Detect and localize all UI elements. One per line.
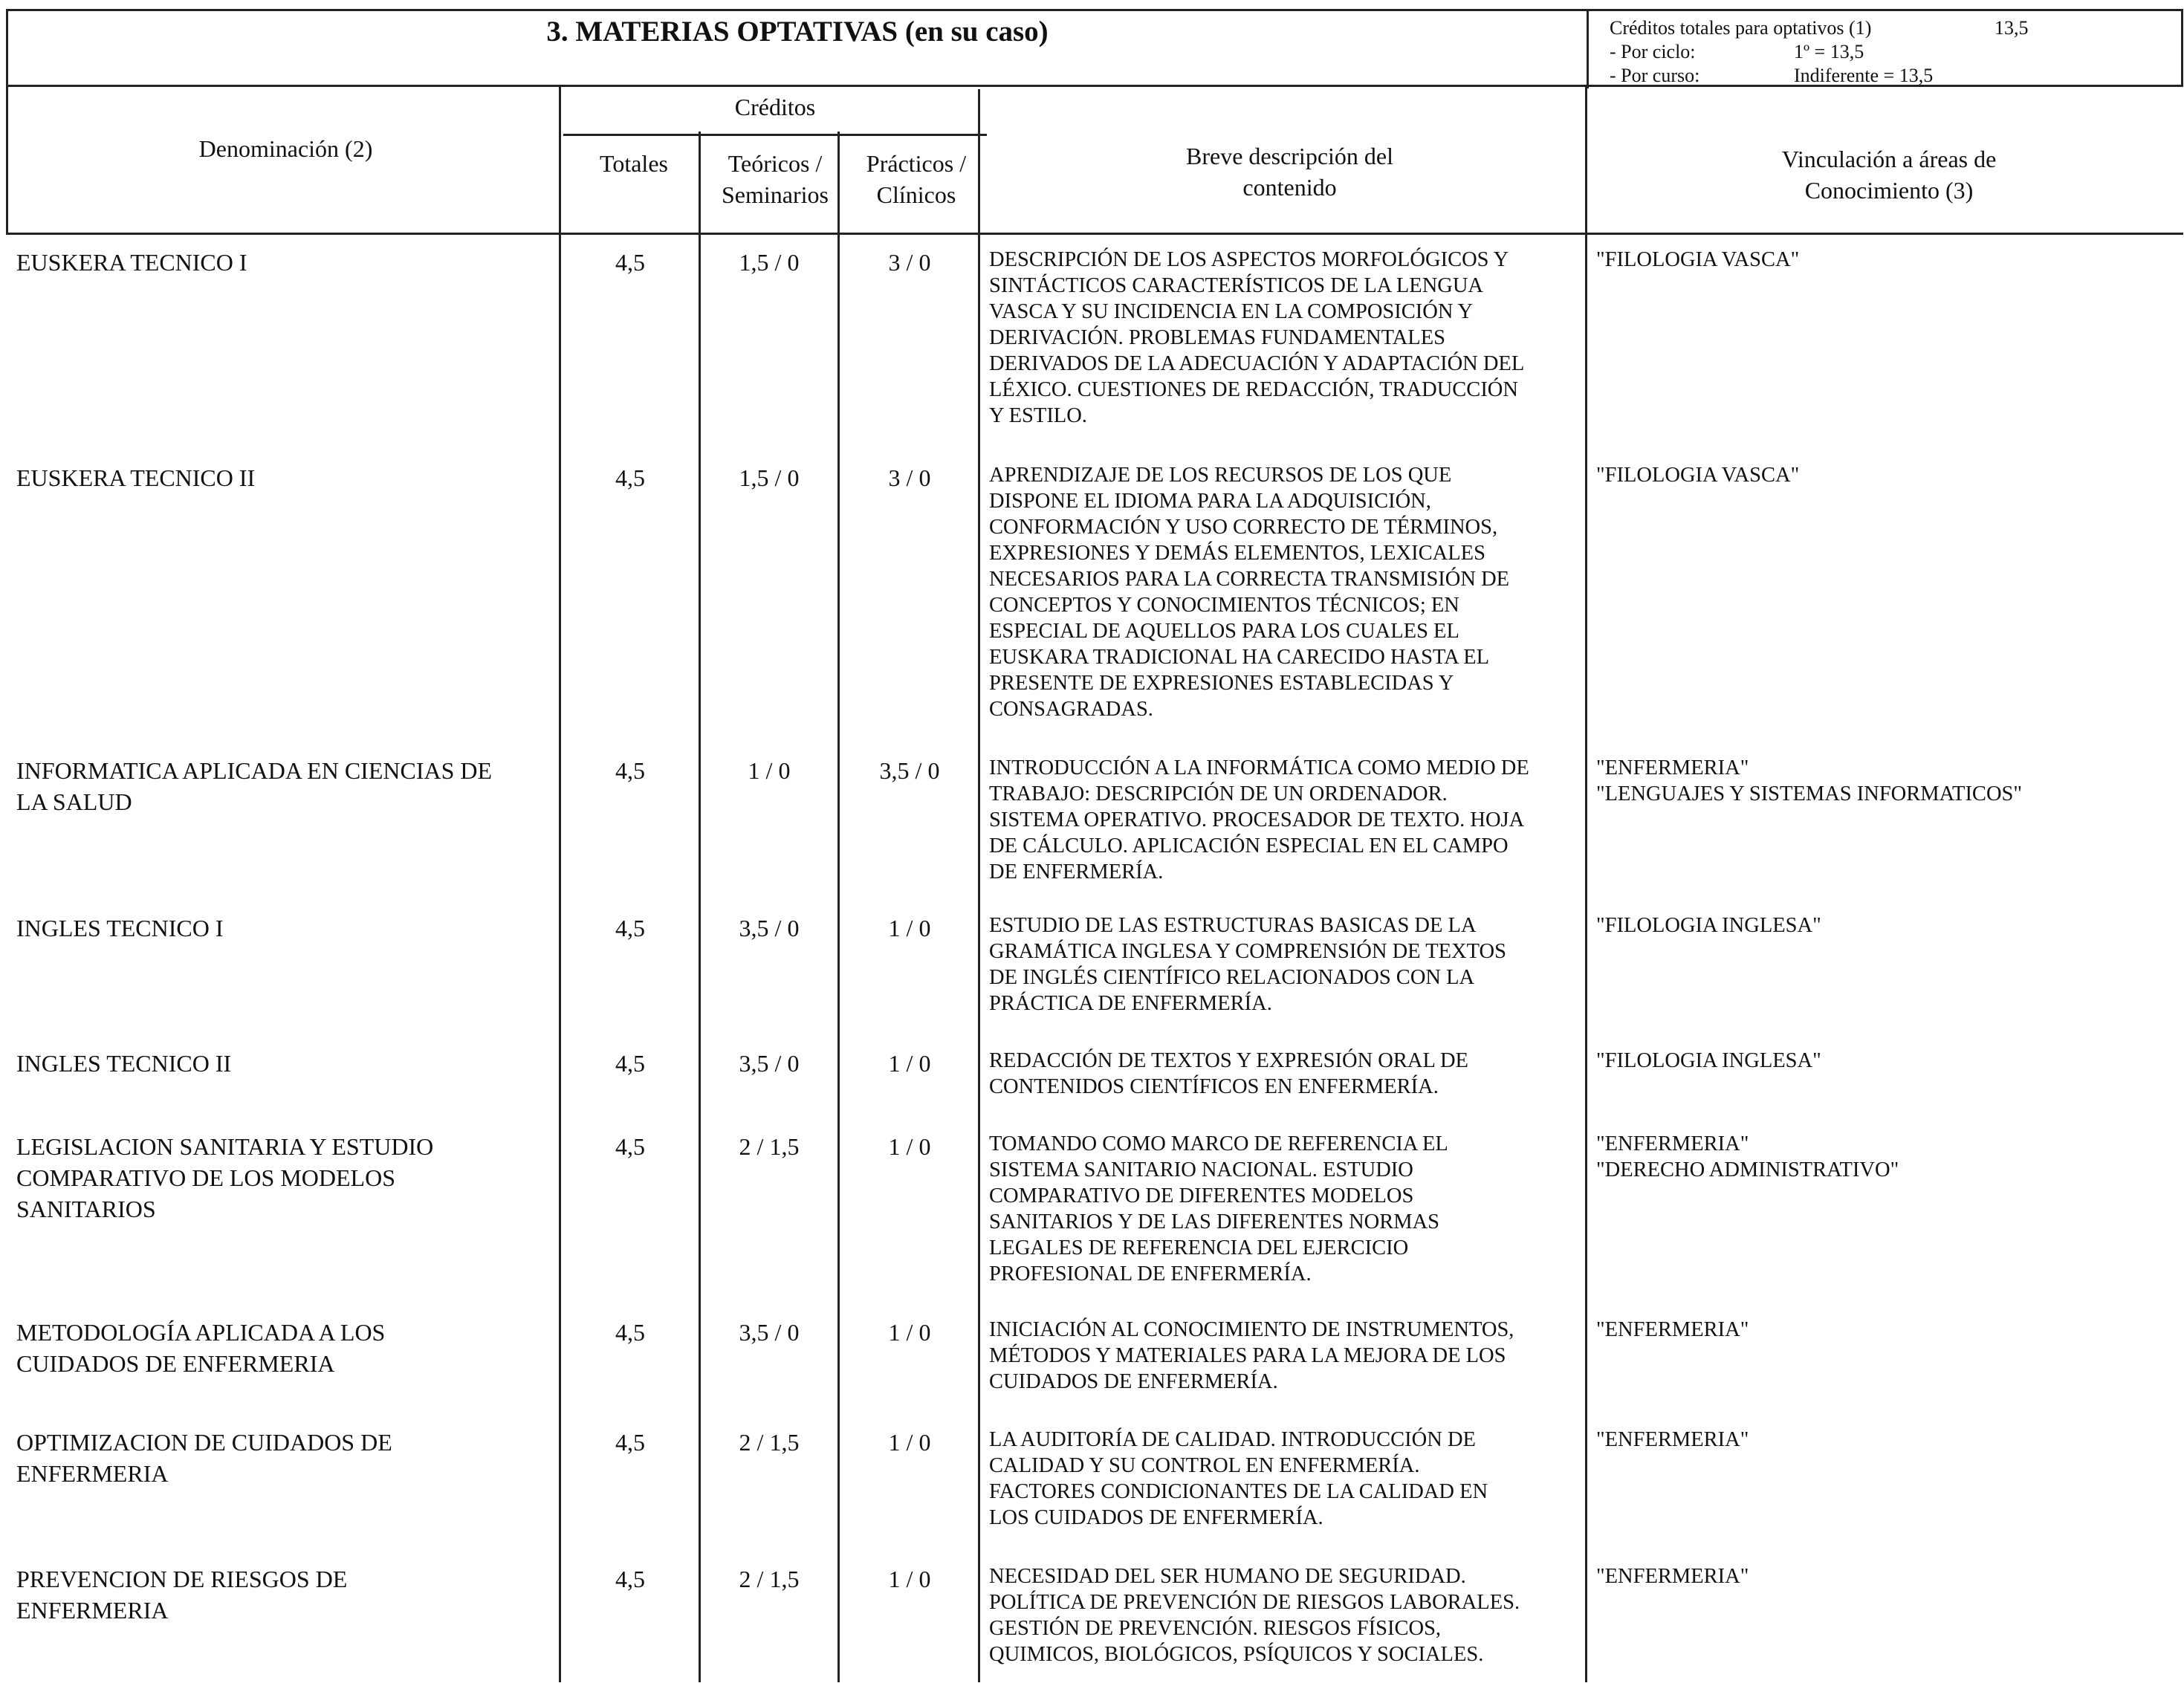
content-description-line: PRÁCTICA DE ENFERMERÍA. <box>989 992 1272 1015</box>
subject-name <box>16 462 551 493</box>
credits-totales: 4,5 <box>615 757 645 784</box>
credits-teoricos: 1,5 / 0 <box>739 464 800 491</box>
subject-name-line: INGLES TECNICO I <box>16 915 224 941</box>
content-description-line: DESCRIPCIÓN DE LOS ASPECTOS MORFOLÓGICOS Y <box>989 248 1509 271</box>
subject-name-line: INGLES TECNICO II <box>16 1050 232 1077</box>
knowledge-area-line: "LENGUAJES Y SISTEMAS INFORMATICOS" <box>1596 782 2023 805</box>
content-description-line: PRESENTE DE EXPRESIONES ESTABLECIDAS Y <box>989 672 1454 695</box>
content-description-line: PROFESIONAL DE ENFERMERÍA. <box>989 1262 1312 1285</box>
content-description-line: NECESARIOS PARA LA CORRECTA TRANSMISIÓN DE <box>989 568 1510 591</box>
knowledge-area <box>1596 247 2176 273</box>
subject-name <box>16 1131 551 1225</box>
col-denominacion: Denominación (2) <box>198 135 373 162</box>
content-description-line: CALIDAD Y SU CONTROL EN ENFERMERÍA. <box>989 1454 1420 1477</box>
credits-practicos: 1 / 0 <box>888 1050 931 1077</box>
content-description-line: REDACCIÓN DE TEXTOS Y EXPRESIÓN ORAL DE <box>989 1049 1468 1072</box>
col-descripcion-line1: Breve descripción del <box>1186 143 1393 169</box>
rule-after-teoricos <box>837 132 840 1682</box>
knowledge-area <box>1596 1427 2176 1453</box>
subject-name-line: SANITARIOS <box>16 1196 156 1222</box>
subject-name-line: LA SALUD <box>16 788 132 815</box>
content-description <box>989 1048 1584 1100</box>
content-description-line: SISTEMA SANITARIO NACIONAL. ESTUDIO <box>989 1158 1413 1181</box>
col-teoricos-line2: Seminarios <box>722 181 829 208</box>
col-descripcion-line2: contenido <box>1242 174 1337 201</box>
content-description <box>989 755 1584 885</box>
title-band <box>6 9 2183 86</box>
credits-totales: 4,5 <box>615 1133 645 1160</box>
subject-name <box>16 1563 551 1626</box>
content-description-line: CONFORMACIÓN Y USO CORRECTO DE TÉRMINOS, <box>989 516 1498 539</box>
subject-name-line: INFORMATICA APLICADA EN CIENCIAS DE <box>16 757 493 784</box>
col-vinculacion <box>1592 143 2184 206</box>
content-description-line: Y ESTILO. <box>989 404 1087 427</box>
col-practicos <box>846 148 987 210</box>
subject-name <box>16 912 551 944</box>
credits-total-label: Créditos totales para optativos (1) <box>1610 17 1872 39</box>
subject-name-line: ENFERMERIA <box>16 1597 169 1624</box>
subject-name <box>16 1048 551 1079</box>
subject-name <box>16 1427 551 1489</box>
content-description-line: DE ENFERMERÍA. <box>989 860 1164 883</box>
content-description <box>989 1563 1584 1667</box>
subject-name <box>16 1317 551 1379</box>
content-description-line: SANITARIOS Y DE LAS DIFERENTES NORMAS <box>989 1210 1440 1233</box>
content-description-line: POLÍTICA DE PREVENCIÓN DE RIESGOS LABORALES. <box>989 1591 1520 1614</box>
knowledge-area <box>1596 1048 2176 1074</box>
credits-teoricos: 3,5 / 0 <box>739 1050 800 1077</box>
knowledge-area <box>1596 755 2176 807</box>
credits-totales: 4,5 <box>615 1429 645 1456</box>
subject-name-line: COMPARATIVO DE LOS MODELOS <box>16 1164 395 1191</box>
credits-totales: 4,5 <box>615 915 645 941</box>
page-title: 3. MATERIAS OPTATIVAS (en su caso) <box>546 16 1049 48</box>
credits-practicos: 1 / 0 <box>888 1133 931 1160</box>
credits-teoricos: 3,5 / 0 <box>739 1319 800 1346</box>
subject-name <box>16 755 551 817</box>
content-description-line: INTRODUCCIÓN A LA INFORMÁTICA COMO MEDIO DE <box>989 756 1529 779</box>
knowledge-area-line: "FILOLOGIA INGLESA" <box>1596 1049 1821 1072</box>
content-description-line: DERIVADOS DE LA ADECUACIÓN Y ADAPTACIÓN DEL <box>989 352 1525 375</box>
credits-totales: 4,5 <box>615 464 645 491</box>
content-description-line: DE CÁLCULO. APLICACIÓN ESPECIAL EN EL CAMPO <box>989 834 1509 857</box>
content-description-line: LA AUDITORÍA DE CALIDAD. INTRODUCCIÓN DE <box>989 1428 1476 1451</box>
content-description-line: CONTENIDOS CIENTÍFICOS EN ENFERMERÍA. <box>989 1075 1439 1098</box>
content-description-line: TOMANDO COMO MARCO DE REFERENCIA EL <box>989 1132 1448 1155</box>
content-description-line: LOS CUIDADOS DE ENFERMERÍA. <box>989 1506 1323 1529</box>
content-description-line: CONCEPTOS Y CONOCIMIENTOS TÉCNICOS; EN <box>989 594 1459 617</box>
content-description-line: INICIACIÓN AL CONOCIMIENTO DE INSTRUMENTOS, <box>989 1318 1514 1341</box>
content-description-line: ESPECIAL DE AQUELLOS PARA LOS CUALES EL <box>989 620 1459 643</box>
credits-teoricos: 2 / 1,5 <box>739 1429 800 1456</box>
knowledge-area-line: "FILOLOGIA VASCA" <box>1596 464 1800 487</box>
credits-practicos: 1 / 0 <box>888 1566 931 1592</box>
content-description <box>989 1427 1584 1531</box>
credits-totales: 4,5 <box>615 1050 645 1077</box>
content-description-line: LEGALES DE REFERENCIA DEL EJERCICIO <box>989 1236 1409 1259</box>
content-description-line: ESTUDIO DE LAS ESTRUCTURAS BASICAS DE LA <box>989 914 1477 937</box>
rule-after-totales <box>699 132 701 1682</box>
por-curso-label: - Por curso: <box>1610 65 1700 86</box>
subject-name-line: LEGISLACION SANITARIA Y ESTUDIO <box>16 1133 434 1160</box>
col-vinculacion-line1: Vinculación a áreas de <box>1781 146 1997 172</box>
knowledge-area-line: "FILOLOGIA INGLESA" <box>1596 914 1821 937</box>
content-description-line: DE INGLÉS CIENTÍFICO RELACIONADOS CON LA <box>989 966 1475 989</box>
credits-practicos: 1 / 0 <box>888 1319 931 1346</box>
content-description-line: FACTORES CONDICIONANTES DE LA CALIDAD EN <box>989 1480 1488 1503</box>
content-description-line: DISPONE EL IDIOMA PARA LA ADQUISICIÓN, <box>989 490 1431 513</box>
knowledge-area-line: "ENFERMERIA" <box>1596 1565 1749 1588</box>
content-description <box>989 1131 1584 1287</box>
content-description <box>989 247 1584 429</box>
creditos-divider <box>563 134 987 136</box>
credits-totales: 4,5 <box>615 249 645 276</box>
content-description-line: CUIDADOS DE ENFERMERÍA. <box>989 1370 1278 1393</box>
content-description-line: TRABAJO: DESCRIPCIÓN DE UN ORDENADOR. <box>989 782 1448 805</box>
credits-total-value: 13,5 <box>1995 17 2029 39</box>
content-description-line: APRENDIZAJE DE LOS RECURSOS DE LOS QUE <box>989 464 1452 487</box>
col-practicos-line1: Prácticos / <box>866 150 967 177</box>
credits-teoricos: 2 / 1,5 <box>739 1566 800 1592</box>
knowledge-area <box>1596 462 2176 488</box>
knowledge-area-line: "DERECHO ADMINISTRATIVO" <box>1596 1158 1899 1181</box>
credits-teoricos: 1,5 / 0 <box>739 249 800 276</box>
content-description-line: GRAMÁTICA INGLESA Y COMPRENSIÓN DE TEXTOS <box>989 940 1506 963</box>
subject-name-line: EUSKERA TECNICO I <box>16 249 247 276</box>
credits-practicos: 3 / 0 <box>888 249 931 276</box>
credits-teoricos: 2 / 1,5 <box>739 1133 800 1160</box>
content-description-line: MÉTODOS Y MATERIALES PARA LA MEJORA DE LOS <box>989 1344 1506 1367</box>
credits-practicos: 3,5 / 0 <box>879 757 940 784</box>
col-practicos-line2: Clínicos <box>876 181 956 208</box>
col-creditos: Créditos <box>734 94 816 120</box>
column-header <box>6 85 2183 235</box>
col-teoricos <box>704 148 846 210</box>
credits-teoricos: 1 / 0 <box>748 757 791 784</box>
subject-name-line: PREVENCION DE RIESGOS DE <box>16 1566 348 1592</box>
credits-teoricos: 3,5 / 0 <box>739 915 800 941</box>
col-totales: Totales <box>600 150 668 177</box>
rule-after-practicos <box>978 89 980 1682</box>
content-description-line: GESTIÓN DE PREVENCIÓN. RIESGOS FÍSICOS, <box>989 1617 1442 1640</box>
knowledge-area-line: "ENFERMERIA" <box>1596 1132 1749 1155</box>
knowledge-area-line: "FILOLOGIA VASCA" <box>1596 248 1800 271</box>
content-description-line: CONSAGRADAS. <box>989 698 1153 721</box>
col-teoricos-line1: Teóricos / <box>728 150 823 177</box>
col-vinculacion-line2: Conocimiento (3) <box>1804 177 1974 204</box>
knowledge-area-line: "ENFERMERIA" <box>1596 756 1749 779</box>
subject-name-line: METODOLOGÍA APLICADA A LOS <box>16 1319 386 1346</box>
por-ciclo-label: - Por ciclo: <box>1610 41 1696 62</box>
knowledge-area <box>1596 1563 2176 1589</box>
credits-practicos: 3 / 0 <box>888 464 931 491</box>
subject-name <box>16 247 551 278</box>
knowledge-area <box>1596 1317 2176 1343</box>
content-description-line: SINTÁCTICOS CARACTERÍSTICOS DE LA LENGUA <box>989 274 1484 297</box>
content-description-line: VASCA Y SU INCIDENCIA EN LA COMPOSICIÓN Y <box>989 300 1474 323</box>
subject-name-line: OPTIMIZACION DE CUIDADOS DE <box>16 1429 392 1456</box>
content-description <box>989 462 1584 722</box>
credits-practicos: 1 / 0 <box>888 915 931 941</box>
content-description-line: COMPARATIVO DE DIFERENTES MODELOS <box>989 1184 1414 1207</box>
knowledge-area-line: "ENFERMERIA" <box>1596 1318 1749 1341</box>
por-ciclo-value: 1º = 13,5 <box>1794 41 1864 62</box>
content-description-line: EUSKARA TRADICIONAL HA CARECIDO HASTA EL <box>989 646 1490 669</box>
credits-summary <box>1587 11 2184 88</box>
subject-name-line: EUSKERA TECNICO II <box>16 464 256 491</box>
rule-after-descripcion <box>1585 85 1587 1682</box>
content-description-line: DERIVACIÓN. PROBLEMAS FUNDAMENTALES <box>989 326 1445 349</box>
knowledge-area <box>1596 912 2176 938</box>
credits-totales: 4,5 <box>615 1566 645 1592</box>
subject-name-line: CUIDADOS DE ENFERMERIA <box>16 1350 335 1377</box>
content-description-line: LÉXICO. CUESTIONES DE REDACCIÓN, TRADUCCIÓN <box>989 378 1518 401</box>
knowledge-area <box>1596 1131 2176 1183</box>
rule-after-denominacion <box>559 85 561 1682</box>
content-description-line: SISTEMA OPERATIVO. PROCESADOR DE TEXTO. HOJA <box>989 808 1525 831</box>
content-description-line: EXPRESIONES Y DEMÁS ELEMENTOS, LEXICALES <box>989 542 1485 565</box>
col-descripcion <box>987 140 1592 203</box>
knowledge-area-line: "ENFERMERIA" <box>1596 1428 1749 1451</box>
credits-totales: 4,5 <box>615 1319 645 1346</box>
content-description <box>989 912 1584 1017</box>
por-curso-value: Indiferente = 13,5 <box>1794 65 1934 86</box>
content-description-line: QUIMICOS, BIOLÓGICOS, PSÍQUICOS Y SOCIALES. <box>989 1643 1484 1666</box>
subject-name-line: ENFERMERIA <box>16 1460 169 1487</box>
credits-practicos: 1 / 0 <box>888 1429 931 1456</box>
content-description <box>989 1317 1584 1395</box>
content-description-line: NECESIDAD DEL SER HUMANO DE SEGURIDAD. <box>989 1565 1466 1588</box>
